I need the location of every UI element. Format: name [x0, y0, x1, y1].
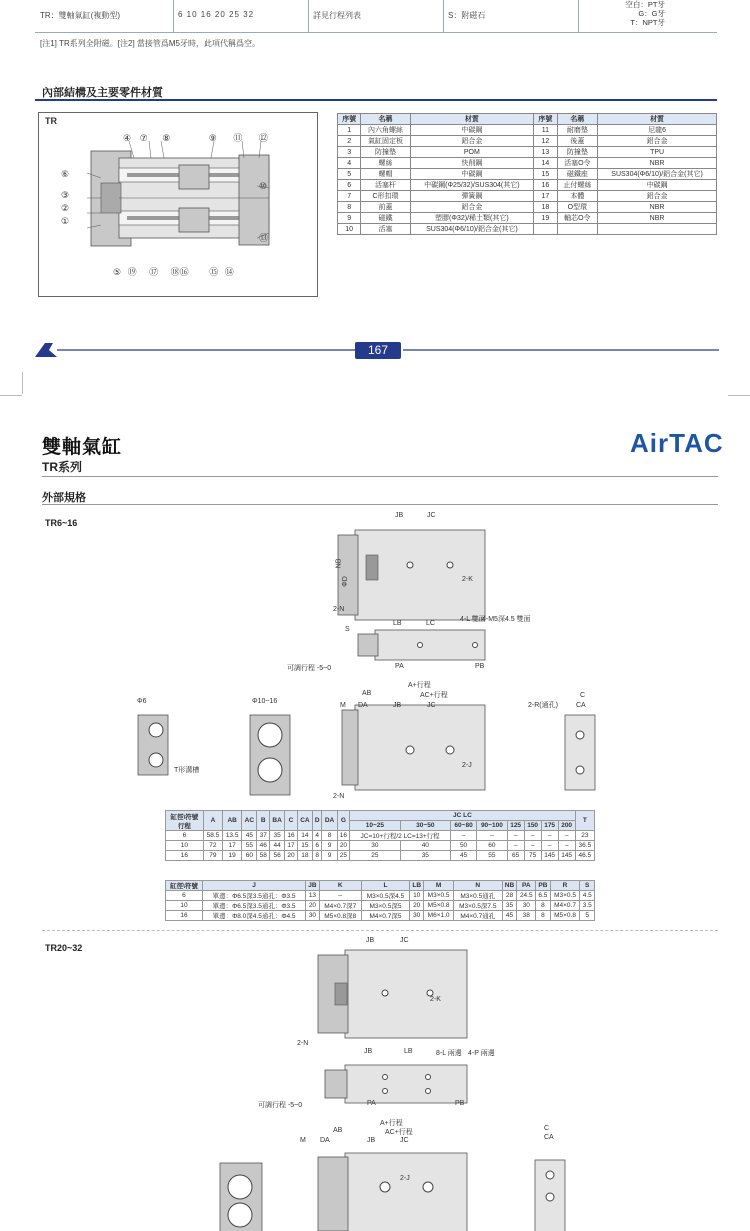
materials-cell: 7 — [338, 191, 361, 202]
dimension-table-2 — [165, 880, 595, 921]
materials-cell: 內六角螺絲 — [361, 125, 410, 136]
internal-drawing-frame — [38, 112, 318, 297]
dim2-cell: M5×0.8深8 — [319, 911, 361, 921]
label-lb-2: LB — [404, 1048, 413, 1055]
dim2-header: 缸徑\符號 — [166, 881, 203, 891]
dim1-cell: – — [558, 841, 575, 851]
materials-row — [338, 213, 717, 224]
label-s: S — [345, 626, 350, 633]
dim1-cell: 79 — [203, 851, 222, 861]
dim2-cell: 13 — [306, 891, 320, 901]
dim2-cell: 24.5 — [517, 891, 536, 901]
materials-cell: 活塞 — [361, 224, 410, 235]
internal-label: TR — [45, 116, 57, 126]
label-2k: 2-K — [462, 576, 473, 583]
dim2-cell: 單邊：Φ6.5深3.5通孔：Φ3.5 — [202, 891, 305, 901]
materials-cell: 10 — [338, 224, 361, 235]
materials-cell: NBR — [598, 202, 717, 213]
dim1-cell: 10 — [166, 841, 204, 851]
dim2-cell: 16 — [166, 911, 203, 921]
dim2-cell: 6 — [166, 891, 203, 901]
dim1-row — [166, 841, 595, 851]
materials-cell: 後蓋 — [557, 136, 598, 147]
dim2-cell: M3×0.5通孔 — [454, 891, 502, 901]
dim1-cell: 40 — [400, 841, 450, 851]
materials-cell: 6 — [338, 180, 361, 191]
materials-cell: 前蓋 — [361, 202, 410, 213]
crop-mark-vertical — [22, 372, 23, 394]
materials-cell: 氣缸固定板 — [361, 136, 410, 147]
label-jc-3: JC — [400, 937, 409, 944]
materials-row — [338, 125, 717, 136]
dim1-cell: 50 — [451, 841, 477, 851]
materials-cell: NBR — [598, 213, 717, 224]
dim1-cell: – — [524, 841, 541, 851]
section-internal-title: 內部結構及主要零件材質 — [42, 87, 163, 99]
dim1-cell: 46 — [257, 841, 270, 851]
label-lc: LC — [426, 620, 435, 627]
label-jc-2: JC — [427, 702, 436, 709]
label-ac-stroke-2: AC+行程 — [385, 1129, 413, 1136]
airtac-mark-icon — [35, 343, 57, 357]
dim2-header: NB — [502, 881, 517, 891]
materials-cell: 14 — [534, 158, 557, 169]
label-phid: ΦD — [341, 576, 349, 587]
dim2-cell: 30 — [306, 911, 320, 921]
model-tr20-32: TR20~32 — [45, 943, 83, 953]
dim1-cell: – — [541, 841, 558, 851]
materials-cell: 防撞墊 — [557, 147, 598, 158]
materials-row — [338, 180, 717, 191]
materials-cell: 18 — [534, 202, 557, 213]
dim2-cell: M3×0.5深7.5 — [454, 901, 502, 911]
dim1-cell: 60 — [477, 841, 508, 851]
dim1-cell: 9 — [322, 851, 337, 861]
materials-cell — [598, 224, 717, 235]
materials-cell: 塑膠(Φ32)/稀土類(其它) — [410, 213, 534, 224]
materials-cell: SUS304(Φ6/10)/鋁合金(其它) — [410, 224, 534, 235]
materials-cell: POM — [410, 147, 534, 158]
dim2-cell: 38 — [517, 911, 536, 921]
callouts-top: ④ ⑦ ⑧ ⑨ ⑪ ⑫ — [123, 133, 268, 143]
dim2-cell: M5×0.8 — [550, 911, 580, 921]
dim2-cell: M3×0.5深5 — [361, 901, 409, 911]
label-4p: 4-P 兩邊 — [468, 1050, 495, 1057]
materials-cell: 19 — [534, 213, 557, 224]
dim2-header: LB — [410, 881, 424, 891]
materials-cell: 5 — [338, 169, 361, 180]
tr20-32-drawings — [190, 935, 610, 1231]
materials-cell: 耐磨墊 — [557, 125, 598, 136]
label-ca-2: CA — [544, 1134, 554, 1141]
materials-cell: 13 — [534, 147, 557, 158]
dim1-cell: 36.5 — [575, 841, 594, 851]
dim2-cell: 30 — [517, 901, 536, 911]
dim2-header: PA — [517, 881, 536, 891]
materials-cell: O型環 — [557, 202, 598, 213]
materials-cell: 15 — [534, 169, 557, 180]
dim1-cell: – — [451, 831, 477, 841]
materials-cell: 8 — [338, 202, 361, 213]
dim1-cell: 17 — [285, 841, 298, 851]
materials-row — [338, 136, 717, 147]
dim2-row — [166, 911, 595, 921]
crop-mark-right — [728, 395, 750, 396]
dim2-cell: 10 — [410, 891, 424, 901]
materials-cell: 2 — [338, 136, 361, 147]
dim2-header: JB — [306, 881, 320, 891]
label-jb-4: JB — [364, 1048, 373, 1055]
materials-cell: 軸芯O令 — [557, 213, 598, 224]
label-jb-2: JB — [393, 702, 402, 709]
label-lb: LB — [393, 620, 402, 627]
notes: [注1] TR系列全附磁。[注2] 當接管爲M5牙時，此項代稱爲空。 — [40, 39, 261, 48]
dim2-cell: 35 — [502, 901, 517, 911]
dim2-header: R — [550, 881, 580, 891]
dim1-cell: 45 — [451, 851, 477, 861]
dim1-cell: 16 — [285, 831, 298, 841]
dim1-cell: 14 — [297, 831, 312, 841]
callouts-bottom: ⑤ ⑲ ⑰ ⑱⑯ ⑮ ⑭ — [113, 267, 234, 277]
dim1-cell: 58.5 — [203, 831, 222, 841]
materials-cell: 鋁合金 — [598, 191, 717, 202]
dim2-header: PB — [536, 881, 550, 891]
dim1-cell: 145 — [541, 851, 558, 861]
label-2n: 2-N — [333, 606, 345, 613]
materials-cell: 11 — [534, 125, 557, 136]
dim2-cell: 45 — [502, 911, 517, 921]
dim2-cell: M3×0.5深4.5 — [361, 891, 409, 901]
materials-cell: 螺帽 — [361, 169, 410, 180]
dim1-cell: 35 — [270, 831, 285, 841]
dim1-cell: JC=10+行程/2 LC=13+行程 — [350, 831, 451, 841]
product-title: 雙軸氣缸 — [42, 437, 123, 458]
dim2-cell: 30 — [410, 911, 424, 921]
callout-10: ⑩ — [259, 181, 268, 191]
materials-cell: 12 — [534, 136, 557, 147]
dim1-cell: 15 — [297, 841, 312, 851]
dim2-cell: 8 — [536, 901, 550, 911]
dim1-cell: 55 — [477, 851, 508, 861]
materials-cell: 止付螺絲 — [557, 180, 598, 191]
materials-cell: 9 — [338, 213, 361, 224]
dim1-cell: 65 — [507, 851, 524, 861]
dim1-cell: 145 — [558, 851, 575, 861]
dim1-cell: 17 — [223, 841, 242, 851]
label-2n-2: 2-N — [333, 793, 345, 800]
materials-cell: 17 — [534, 191, 557, 202]
dim1-cell: 56 — [270, 851, 285, 861]
label-c: C — [580, 692, 586, 699]
dim1-cell: 46.5 — [575, 851, 594, 861]
dim1-cell: 25 — [350, 851, 400, 861]
dim2-row — [166, 901, 595, 911]
dim2-cell: 6.5 — [536, 891, 550, 901]
dim2-cell: 8 — [536, 911, 550, 921]
dim2-cell: M3×0.5 — [424, 891, 454, 901]
label-adj-stroke-2: 可調行程 -5~0 — [258, 1102, 303, 1109]
materials-cell: 4 — [338, 158, 361, 169]
label-jb: JB — [395, 512, 404, 519]
materials-cell: 磁鐵 — [361, 213, 410, 224]
label-2j: 2-J — [462, 762, 472, 769]
label-a-stroke-2: A+行程 — [380, 1120, 403, 1127]
label-m-2: M — [300, 1137, 306, 1144]
materials-cell: 中碳鋼 — [410, 125, 534, 136]
dim1-cell: 8 — [312, 851, 321, 861]
dim2-cell: M4×0.7深5 — [361, 911, 409, 921]
label-ca: CA — [576, 702, 586, 709]
dim2-header: L — [361, 881, 409, 891]
brand-logo: AirTAC — [630, 428, 724, 458]
materials-cell: TPU — [598, 147, 717, 158]
dim2-cell: 10 — [166, 901, 203, 911]
materials-cell: 中碳鋼(Φ25/32)/SUS304(其它) — [410, 180, 534, 191]
label-jc-5: JC — [400, 1137, 409, 1144]
dim1-cell: 6 — [166, 831, 204, 841]
materials-cell: 螺絲 — [361, 158, 410, 169]
dim2-cell: M3×0.5 — [550, 891, 580, 901]
crop-mark-left — [0, 395, 22, 396]
dim1-cell: – — [541, 831, 558, 841]
label-ac-stroke: AC+行程 — [420, 692, 448, 699]
dim1-cell: 8 — [322, 831, 337, 841]
materials-cell: 中碳鋼 — [598, 180, 717, 191]
label-da: DA — [358, 702, 368, 709]
dim1-cell: 16 — [337, 831, 350, 841]
dim1-cell: 35 — [400, 851, 450, 861]
dim1-cell: 6 — [312, 841, 321, 851]
materials-cell: 鋁合金 — [410, 202, 534, 213]
dim1-cell: 20 — [337, 841, 350, 851]
dim1-cell: 30 — [350, 841, 400, 851]
materials-row — [338, 158, 717, 169]
label-2k-2: 2-K — [430, 996, 441, 1003]
materials-cell: 中碳鋼 — [410, 169, 534, 180]
label-jc: JC — [427, 512, 436, 519]
label-ab-2: AB — [333, 1127, 343, 1134]
dim2-cell: 單邊：Φ8.0深4.5通孔：Φ4.5 — [202, 911, 305, 921]
materials-cell: NBR — [598, 158, 717, 169]
dim2-cell: – — [319, 891, 361, 901]
dim2-header: M — [424, 881, 454, 891]
callouts-left: ⑥ ③ ② ① — [61, 169, 70, 226]
dim1-cell: – — [524, 831, 541, 841]
dimension-table-1: 缸徑\符號 行程 A AB AC B BA C CA D DA G JC LC T 10~25 30~50 60~80 90~100 125 150 175 200 6 58.5 13.5 45 37 35 16 14 4 8 16 JC=10+行程/2 LC=13+行程 – – – – – – 23 10 72 17 55 46 44 17 15 6 9 20 30 40 50 60 – – – – 36.5 16 79 19 60 58 56 20 18 8 9 25 25 35 45 55 65 75 145 145 46.5 — [165, 810, 595, 861]
model-tr6-16: TR6~16 — [45, 518, 78, 528]
series-name: TR系列 — [42, 460, 82, 474]
materials-row — [338, 191, 717, 202]
dim1-cell: 20 — [285, 851, 298, 861]
order-strokes: 6 10 16 20 25 32 — [178, 10, 255, 19]
label-a-stroke: A+行程 — [408, 682, 431, 689]
order-stroke-note: 詳見行程列表 — [313, 11, 361, 20]
dim1-cell: 72 — [203, 841, 222, 851]
dim1-cell: 18 — [297, 851, 312, 861]
dim1-cell: – — [507, 831, 524, 841]
label-m: M — [340, 702, 346, 709]
dim1-row — [166, 831, 595, 841]
materials-cell: 活塞O令 — [557, 158, 598, 169]
dim1-cell: 44 — [270, 841, 285, 851]
label-da-2: DA — [320, 1137, 330, 1144]
materials-cell: 磁鐵座 — [557, 169, 598, 180]
dim2-cell: M4×0.7深7 — [319, 901, 361, 911]
dim1-cell: 60 — [242, 851, 257, 861]
materials-cell: SUS304(Φ6/10)/鋁合金(其它) — [598, 169, 717, 180]
dim1-cell: 23 — [575, 831, 594, 841]
dim2-header: J — [202, 881, 305, 891]
dim2-cell: M5×0.8 — [424, 901, 454, 911]
dim2-cell: 5 — [580, 911, 595, 921]
dim2-cell: M4×0.7通孔 — [454, 911, 502, 921]
dim2-cell: 3.5 — [580, 901, 595, 911]
dim2-row — [166, 891, 595, 901]
label-8l: 8-L 兩邊 — [436, 1050, 462, 1057]
materials-row — [338, 224, 717, 235]
section-divider — [35, 99, 717, 101]
order-model: TR：雙軸氣缸(複動型) — [40, 11, 120, 20]
label-jb-3: JB — [366, 937, 375, 944]
dim1-cell: 58 — [257, 851, 270, 861]
materials-cell: C形扣環 — [361, 191, 410, 202]
materials-cell: 快削鋼 — [410, 158, 534, 169]
materials-row — [338, 147, 717, 158]
dim1-cell: 19 — [223, 851, 242, 861]
dim1-cell: 4 — [312, 831, 321, 841]
label-pb-2: PB — [455, 1100, 465, 1107]
callout-13: ⑬ — [259, 233, 269, 243]
dim1-cell: 16 — [166, 851, 204, 861]
label-c-2: C — [544, 1125, 550, 1132]
label-pa: PA — [395, 663, 404, 670]
materials-cell: 鋁合金 — [598, 136, 717, 147]
materials-cell: 1 — [338, 125, 361, 136]
materials-cell: 尼龍6 — [598, 125, 717, 136]
materials-cell: 防撞墊 — [361, 147, 410, 158]
dim2-header: N — [454, 881, 502, 891]
materials-cell — [534, 224, 557, 235]
dim2-cell: 20 — [410, 901, 424, 911]
label-phi10-16: Φ10~16 — [252, 698, 278, 705]
dim1-cell: – — [507, 841, 524, 851]
dim2-cell: 單邊：Φ6.5深3.5通孔：Φ3.5 — [202, 901, 305, 911]
materials-cell: 鋁合金 — [410, 136, 534, 147]
dim2-cell: 28 — [502, 891, 517, 901]
dim1-cell: 9 — [322, 841, 337, 851]
dim2-header: S — [580, 881, 595, 891]
dim1-cell: 75 — [524, 851, 541, 861]
dim1-cell: – — [558, 831, 575, 841]
label-phi6: Φ6 — [137, 698, 147, 705]
order-thread-options: 空白：PT牙 G：G牙 T：NPT牙 — [625, 0, 665, 27]
dim1-row — [166, 851, 595, 861]
label-pa-2: PA — [367, 1100, 376, 1107]
dim2-cell: M4×0.7 — [550, 901, 580, 911]
dim1-cell: 45 — [242, 831, 257, 841]
materials-cell: 活塞杆 — [361, 180, 410, 191]
label-t-slot: T形溝槽 — [174, 767, 200, 774]
dim1-cell: 13.5 — [223, 831, 242, 841]
label-pb: PB — [475, 663, 485, 670]
materials-cell: 彈簧鋼 — [410, 191, 534, 202]
materials-row — [338, 169, 717, 180]
materials-cell — [557, 224, 598, 235]
label-2r: 2-R(通孔) — [528, 702, 558, 709]
label-4m5: 4-M5深4.5 雙面 — [482, 616, 531, 623]
order-code-row — [35, 0, 717, 33]
materials-header-row: 序號 名稱 材質 序號 名稱 材質 — [338, 114, 717, 125]
label-adj-stroke: 可調行程 -5~0 — [287, 665, 332, 672]
section-rule — [42, 504, 718, 505]
title-rule — [42, 476, 718, 477]
dim2-cell: M6×1.0 — [424, 911, 454, 921]
dim1-cell: – — [477, 831, 508, 841]
dim1-cell: 55 — [242, 841, 257, 851]
label-2n-3: 2-N — [297, 1040, 309, 1047]
dim2-header: K — [319, 881, 361, 891]
dim1-cell: 25 — [337, 851, 350, 861]
label-nb: NB — [335, 558, 343, 569]
label-ab: AB — [362, 690, 372, 697]
label-jb-5: JB — [367, 1137, 376, 1144]
order-magnet: S：附磁石 — [448, 11, 486, 20]
label-4l: 4-L 雙面 — [460, 616, 486, 623]
materials-cell: 本體 — [557, 191, 598, 202]
section-dash — [42, 930, 718, 931]
materials-table — [337, 113, 717, 235]
dim1-cell: 37 — [257, 831, 270, 841]
section-external-title: 外部規格 — [42, 492, 86, 504]
label-2j-2: 2-J — [400, 1175, 410, 1182]
dim2-cell: 4.5 — [580, 891, 595, 901]
materials-row — [338, 202, 717, 213]
page-number: 167 — [355, 342, 401, 359]
materials-cell: 3 — [338, 147, 361, 158]
dim2-cell: 20 — [306, 901, 320, 911]
materials-cell: 16 — [534, 180, 557, 191]
